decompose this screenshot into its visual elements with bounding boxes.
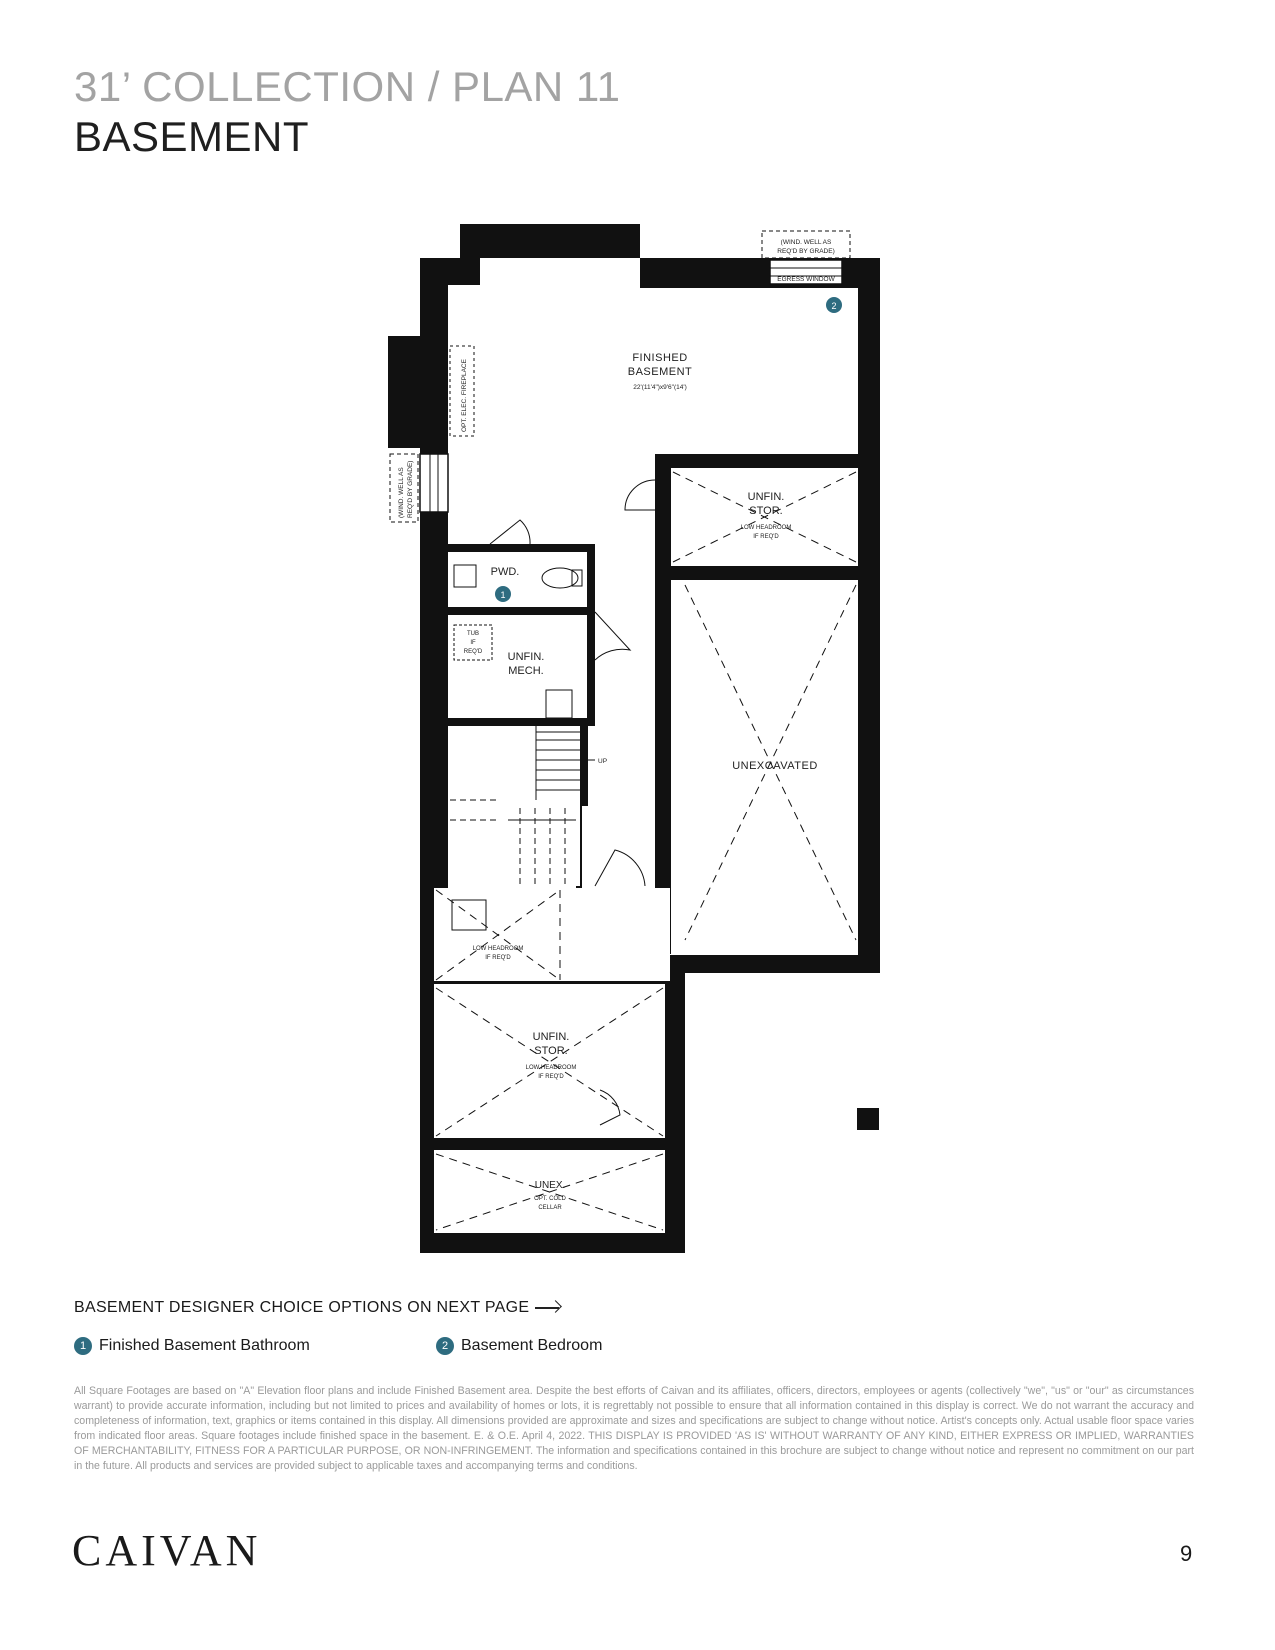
wall-fin-bottom xyxy=(655,454,880,468)
standalone-column xyxy=(857,1108,879,1130)
wall-right-bottom xyxy=(665,955,685,1253)
legend-item-bathroom xyxy=(74,1337,310,1355)
legend-marker-2: 2 xyxy=(436,1337,454,1355)
wall-right-step xyxy=(665,955,880,973)
wall-stair-right xyxy=(580,726,588,806)
wall-top-left xyxy=(460,224,640,258)
unfin-stor-top-label-1: UNFIN. xyxy=(747,491,785,503)
next-page-note xyxy=(74,1299,561,1317)
wind-well-top-line1: (WIND. WELL AS xyxy=(780,239,832,246)
wall-bottom xyxy=(420,1233,685,1253)
low-headroom-area xyxy=(434,888,670,981)
unfin-stor-bottom-note-2: IF REQ'D xyxy=(538,1074,564,1080)
fin-basement-corridor xyxy=(448,454,655,544)
wall-mech-bottom xyxy=(448,718,595,726)
wall-stor-divider xyxy=(655,566,880,580)
wall-center-stor-top xyxy=(432,981,672,984)
svg-text:2: 2 xyxy=(831,301,837,311)
wall-pwd-mech xyxy=(448,607,595,615)
svg-text:1: 1 xyxy=(500,590,506,600)
unfin-stor-bottom-label-2: STOR. xyxy=(534,1045,568,1057)
unfin-stor-top-note-1: LOW HEADROOM xyxy=(740,525,792,531)
collection-title: 31’ COLLECTION / PLAN 11 xyxy=(74,63,621,110)
finished-basement-label-2: BASEMENT xyxy=(627,366,693,378)
low-headroom-label-2: IF REQ'D xyxy=(485,955,511,961)
wall-unex-top xyxy=(432,1138,682,1150)
wall-top-right xyxy=(640,258,880,288)
next-page-text: BASEMENT DESIGNER CHOICE OPTIONS ON NEXT PAGE xyxy=(74,1299,530,1316)
unfin-stor-top-note-2: IF REQ'D xyxy=(753,534,779,540)
wall-pwd-right xyxy=(587,544,595,724)
unfin-mech-label-1: UNFIN. xyxy=(507,651,545,663)
stor-bottom-area xyxy=(434,984,665,1138)
legend-marker-1: 1 xyxy=(74,1337,92,1355)
arrow-right-icon xyxy=(535,1302,561,1314)
finished-basement-dimensions: 22'(11'4")x9'6"(14') xyxy=(633,384,687,391)
wall-pwd-top xyxy=(448,544,595,552)
unfin-stor-bottom-label-1: UNFIN. xyxy=(532,1031,570,1043)
unexcavated-label: UNEXCAVATED xyxy=(732,760,818,772)
interior-fills xyxy=(434,258,858,1233)
low-headroom-label-1: LOW HEADROOM xyxy=(472,946,524,952)
legend-label-1: Finished Basement Bathroom xyxy=(99,1337,310,1354)
egress-window-label: EGRESS WINDOW xyxy=(777,276,835,283)
unex-label: UNEX. xyxy=(534,1180,566,1191)
plan-marker-1 xyxy=(495,586,511,602)
wall-right-top xyxy=(858,258,880,973)
tub-label-2: IF xyxy=(470,640,476,646)
unfin-mech-label-2: MECH. xyxy=(508,665,544,677)
unex-note-2: CELLAR xyxy=(538,1205,562,1211)
fin-basement-upper xyxy=(480,258,640,288)
floor-title: BASEMENT xyxy=(74,113,310,160)
legend-item-bedroom xyxy=(436,1337,602,1355)
disclaimer-text: All Square Footages are based on "A" Elevation floor plans and include Finished Basement area. Despite the best efforts of Caivan and its affiliates, officers, directors, employees or agents (collectively "we", "us" or "our" as circumstances warrant) to provide accurate information, including but not limited to prices and availability of homes or lots, it is regrettably not possible to ensure that all information contained in this display is correct. We do not warrant the accuracy and completeness of information, text, graphics or items contained in this display. All dimensions provided are approximate and sizes and specifications are subject to change without notice. Artist's concepts only. Actual usable floor space varies from indicated floor areas. Square footages include finished space in the basement. E. & O.E. April 4, 2022. THIS DISPLAY IS PROVIDED 'AS IS' WITHOUT WARRANTY OF ANY KIND, EITHER EXPRESS OR IMPLIED, WARRANTIES OF MERCHANTABILITY, FITNESS FOR A PARTICULAR PURPOSE, OR NON-INFRINGEMENT. The information and specifications contained in this brochure are subject to change without notice and represent no commitment on our part in the future. All products and services are provided subject to applicable taxes and accompanying terms and conditions. xyxy=(74,1385,1194,1472)
pwd-area xyxy=(450,552,587,607)
fireplace-label: OPT. ELEC. FIREPLACE xyxy=(461,359,468,432)
wall-center-left xyxy=(655,454,671,954)
unex-note-1: OPT. COLD xyxy=(534,1196,566,1202)
legend-label-2: Basement Bedroom xyxy=(461,1337,603,1354)
caivan-logo: CAIVAN xyxy=(72,1526,262,1575)
unfin-stor-top-label-2: STOR. xyxy=(749,505,783,517)
tub-label-1: TUB xyxy=(467,631,479,637)
fireplace-block xyxy=(388,336,423,448)
pwd-label: PWD. xyxy=(490,566,520,578)
wind-well-side-line1: (WIND. WELL AS xyxy=(398,467,405,518)
plan-marker-2 xyxy=(826,297,842,313)
stair-up-label: UP xyxy=(598,758,608,765)
wind-well-top-line2: REQ'D BY GRADE) xyxy=(777,248,835,255)
tub-label-3: REQ'D xyxy=(463,649,483,655)
page-number: 9 xyxy=(1180,1541,1193,1566)
unfin-stor-bottom-note-1: LOW HEADROOM xyxy=(525,1065,577,1071)
wind-well-side-line2: REQ'D BY GRADE) xyxy=(407,460,414,518)
finished-basement-label-1: FINISHED xyxy=(632,352,688,364)
